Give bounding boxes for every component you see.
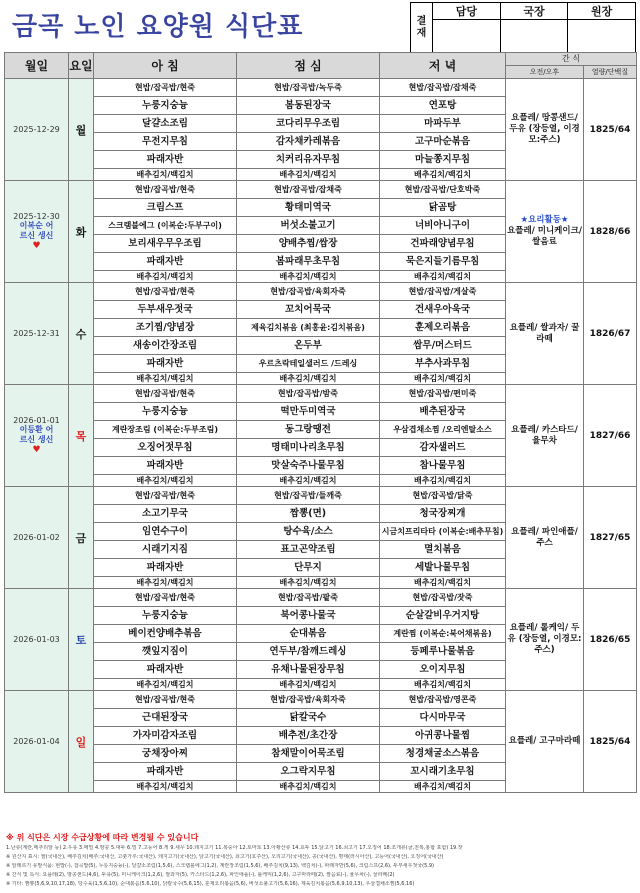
day-of-week: 화 <box>69 181 94 283</box>
lunch-item: 순대볶음 <box>237 625 380 643</box>
dinner-item: 묵은지들기름무침 <box>380 253 506 271</box>
allergen-line: ※ 원산지 표시: 쌀(국내산), 배추김치(배추:국내산, 고춧가루:국내산), 돼지고기(국내산), 닭고기(국내산), 쇠고기(호주산), 오리고기(국내산), 콩(국내산), 명태(러시아산), 고등어(국내산), 오징어(국내산) <box>6 854 444 860</box>
breakfast-item: 시래기지짐 <box>94 541 237 559</box>
lunch-item: 온두부 <box>237 337 380 355</box>
dinner-item: 세발나물무침 <box>380 559 506 577</box>
snack-text: 요플레/ 롤케익/ 두유 (장등열, 이경모:주스) <box>507 623 582 655</box>
calorie-protein: 1825/64 <box>584 691 637 793</box>
date-cell <box>5 385 69 487</box>
table-row <box>5 691 637 709</box>
breakfast-item: 두부새우젓국 <box>94 301 237 319</box>
dinner-item: 등페루나물볶음 <box>380 643 506 661</box>
date-cell <box>5 181 69 283</box>
dinner-item: 우삼겹채소찜 /오리엔탈소스 <box>380 421 506 439</box>
lunch-item: 오그락지무침 <box>237 763 380 781</box>
breakfast-item: 오징어젓무침 <box>94 439 237 457</box>
breakfast-item: 현밥/잡곡밥/현죽 <box>94 385 237 403</box>
dinner-item: 현밥/잡곡밥/편미죽 <box>380 385 506 403</box>
lunch-item: 배추김치/백김치 <box>237 577 380 589</box>
snack-text: 요플레/ 미니케이크/ 쌀음료 <box>507 226 582 247</box>
date-cell <box>5 487 69 589</box>
dinner-item: 쌈무/머스터드 <box>380 337 506 355</box>
table-row <box>5 283 637 301</box>
dinner-item: 오이지무침 <box>380 661 506 679</box>
lunch-item: 황태미역국 <box>237 199 380 217</box>
snack-cell <box>506 79 584 181</box>
date-text: 2026-01-01 <box>13 416 60 425</box>
breakfast-item: 배추김치/백김치 <box>94 475 237 487</box>
lunch-item: 북어콩나물국 <box>237 607 380 625</box>
lunch-item: 현밥/잡곡밥/육회자죽 <box>237 283 380 301</box>
breakfast-item: 현밥/잡곡밥/현죽 <box>94 487 237 505</box>
day-of-week: 목 <box>69 385 94 487</box>
date-cell <box>5 79 69 181</box>
approver-2-signature[interactable] <box>500 20 568 54</box>
dinner-item: 꼬시래기초무침 <box>380 763 506 781</box>
lunch-item: 연두부/참깨드레싱 <box>237 643 380 661</box>
breakfast-item: 파래자반 <box>94 457 237 475</box>
cooking-activity-note: ★요리활동★ <box>520 215 569 225</box>
dinner-item: 닭곰탕 <box>380 199 506 217</box>
birthday-note: 이복순 어르신 생신 <box>19 221 54 240</box>
breakfast-item: 파래자반 <box>94 559 237 577</box>
breakfast-item: 소고기무국 <box>94 505 237 523</box>
dinner-item: 건새우아욱국 <box>380 301 506 319</box>
lunch-item: 현밥/잡곡밥/녹두죽 <box>237 79 380 97</box>
snack-text: 요플레/ 고구마라떼 <box>508 736 581 746</box>
snack-cell <box>506 385 584 487</box>
snack-text: 요플레/ 땅콩샌드/ 두유 (장등열, 이경모:주스) <box>509 113 580 145</box>
snack-cell <box>506 589 584 691</box>
heart-icon: ♥ <box>32 241 41 251</box>
lunch-item: 배추김치/백김치 <box>237 475 380 487</box>
lunch-item: 배추김치/백김치 <box>237 271 380 283</box>
breakfast-item: 배추김치/백김치 <box>94 271 237 283</box>
snack-text: 요플레/ 쌀과자/ 꿀라떼 <box>509 322 580 344</box>
approver-3-signature[interactable] <box>568 20 636 54</box>
dinner-item: 계란찜 (이복순:북어채볶음) <box>380 625 506 643</box>
breakfast-item: 보리새우무우조림 <box>94 235 237 253</box>
date-text: 2025-12-31 <box>13 329 60 338</box>
approver-2-label: 국장 <box>500 3 568 20</box>
table-row <box>5 385 637 403</box>
dinner-item: 감자샐러드 <box>380 439 506 457</box>
dinner-item: 현밥/잡곡밥/잣죽 <box>380 589 506 607</box>
lunch-item: 배추김치/백김치 <box>237 169 380 181</box>
date-text: 2026-01-04 <box>13 737 60 746</box>
breakfast-item: 궁채장아찌 <box>94 745 237 763</box>
snack-cell <box>506 283 584 385</box>
breakfast-item: 파래자반 <box>94 355 237 373</box>
lunch-item: 양배추찜/쌈장 <box>237 235 380 253</box>
menu-table <box>4 52 637 793</box>
dinner-item: 배추김치/백김치 <box>380 475 506 487</box>
breakfast-item: 배추김치/백김치 <box>94 781 237 793</box>
day-of-week: 월 <box>69 79 94 181</box>
dinner-item: 현밥/잡곡밥/닭죽 <box>380 487 506 505</box>
breakfast-item: 파래자반 <box>94 253 237 271</box>
notice-text: ※ 위 식단은 시장 수급상황에 따라 변경될 수 있습니다 <box>6 833 199 842</box>
dinner-item: 배추김치/백김치 <box>380 373 506 385</box>
calorie-protein: 1828/66 <box>584 181 637 283</box>
table-row <box>5 589 637 607</box>
calorie-protein: 1827/66 <box>584 385 637 487</box>
col-kcal-header: 열량/단백질 <box>584 66 637 79</box>
lunch-item: 배추김치/백김치 <box>237 679 380 691</box>
dinner-item: 참나물무침 <box>380 457 506 475</box>
approver-1-label: 담당 <box>433 3 501 20</box>
lunch-item: 봄동된장국 <box>237 97 380 115</box>
dinner-item: 배추김치/백김치 <box>380 577 506 589</box>
date-text: 2026-01-03 <box>13 635 60 644</box>
breakfast-item: 스크램블에그 (이복순:두부구이) <box>94 217 237 235</box>
breakfast-item: 배추김치/백김치 <box>94 169 237 181</box>
approver-3-label: 원장 <box>568 3 636 20</box>
col-date-header: 월일 <box>5 53 69 79</box>
page-title: 금곡 노인 요양원 식단표 <box>12 12 304 42</box>
breakfast-item: 베이컨양배추볶음 <box>94 625 237 643</box>
lunch-item: 치커리유자무침 <box>237 151 380 169</box>
breakfast-item: 파래자반 <box>94 763 237 781</box>
lunch-item: 제육김치볶음 (최홍윤:김치볶음) <box>237 319 380 337</box>
breakfast-item: 근대된장국 <box>94 709 237 727</box>
birthday-note: 이등환 어르신 생신 <box>19 425 54 444</box>
breakfast-item: 조기찜/양념장 <box>94 319 237 337</box>
dinner-item: 현밥/잡곡밥/영콘죽 <box>380 691 506 709</box>
lunch-item: 짬뽕(면) <box>237 505 380 523</box>
lunch-item: 단무지 <box>237 559 380 577</box>
lunch-item: 코다리무우조림 <box>237 115 380 133</box>
breakfast-item: 가자미감자조림 <box>94 727 237 745</box>
day-of-week: 수 <box>69 283 94 385</box>
dinner-item: 배추김치/백김치 <box>380 679 506 691</box>
dinner-item: 현밥/잡곡밥/게살죽 <box>380 283 506 301</box>
table-row <box>5 79 637 97</box>
breakfast-item: 배추김치/백김치 <box>94 577 237 589</box>
dinner-item: 마파두부 <box>380 115 506 133</box>
calorie-protein: 1826/67 <box>584 283 637 385</box>
calorie-protein: 1825/64 <box>584 79 637 181</box>
breakfast-item: 누룽지숭늉 <box>94 607 237 625</box>
lunch-item: 탕수육/소스 <box>237 523 380 541</box>
dinner-item: 현밥/잡곡밥/잡채죽 <box>380 79 506 97</box>
dinner-item: 연포탕 <box>380 97 506 115</box>
breakfast-item: 계란장조림 (이복순:두부조림) <box>94 421 237 439</box>
dinner-item: 시금치프리타타 (이복순:배추무침) <box>380 523 506 541</box>
breakfast-item: 파래자반 <box>94 661 237 679</box>
lunch-item: 우르츠락테일샐러드 /드레싱 <box>237 355 380 373</box>
table-row <box>5 487 637 505</box>
date-cell <box>5 283 69 385</box>
dinner-item: 배추된장국 <box>380 403 506 421</box>
allergen-line: 1.난류(계란,메추리알 등) 2.우유 3.메밀 4.땅콩 5.대두 6.밀 7.고등어 8.게 9.새우 10.돼지고기 11.복숭아 12.토마토 13.아황산류 14.호두 15.닭고기 16.쇠고기 17.오징어 18.조개류(굴,전복,홍합 포함) 19.잣 <box>6 845 463 851</box>
breakfast-item: 배추김치/백김치 <box>94 679 237 691</box>
dinner-item: 배추김치/백김치 <box>380 169 506 181</box>
breakfast-item: 크림스프 <box>94 199 237 217</box>
col-dinner-header: 저 녁 <box>380 53 506 79</box>
date-cell <box>5 691 69 793</box>
lunch-item: 배추김치/백김치 <box>237 781 380 793</box>
breakfast-item: 배추김치/백김치 <box>94 373 237 385</box>
dinner-item: 훈제오리볶음 <box>380 319 506 337</box>
allergen-line: ※ 알레르기 유발식품: 현밥(-), 잡곡밥(5), 누룽지숭늉(-), 달걀소조림(1,5,6), 스크램블에그(1,2), 계란장조림(1,5,6), 배추김치(9,13), 백김치(-), 파래자반(5,6), 크림스프(2,6), 두부새우젓국(5,9) <box>6 863 434 869</box>
breakfast-item: 임연수구이 <box>94 523 237 541</box>
day-of-week: 일 <box>69 691 94 793</box>
breakfast-item: 현밥/잡곡밥/현죽 <box>94 691 237 709</box>
snack-cell <box>506 691 584 793</box>
lunch-item: 맛살숙주나물무침 <box>237 457 380 475</box>
dinner-item: 현밥/잡곡밥/단호박죽 <box>380 181 506 199</box>
breakfast-item: 누룽지숭늉 <box>94 403 237 421</box>
snack-cell <box>506 181 584 283</box>
allergen-line: ※ 간식 및 특식: 요플레(2), 땅콩샌드(4,6), 두유(5), 미니케이크(1,2,6), 쌀과자(5), 카스타드(1,2,6), 파인애플(-), 롤케익(1,2,6), 고구마라떼(2), 쌀음료(-), 율무차(-), 꿀라떼(2) <box>6 872 395 878</box>
breakfast-item: 파래자반 <box>94 151 237 169</box>
date-cell <box>5 589 69 691</box>
breakfast-item: 현밥/잡곡밥/현죽 <box>94 283 237 301</box>
lunch-item: 현밥/잡곡밥/육회자죽 <box>237 691 380 709</box>
dinner-item: 순살갈비우거지탕 <box>380 607 506 625</box>
lunch-item: 떡만두미역국 <box>237 403 380 421</box>
day-of-week: 토 <box>69 589 94 691</box>
dinner-item: 다시마무국 <box>380 709 506 727</box>
dinner-item: 건파래양념무침 <box>380 235 506 253</box>
lunch-item: 동그랑땡전 <box>237 421 380 439</box>
dinner-item: 고구마순볶음 <box>380 133 506 151</box>
lunch-item: 봄파래무초무침 <box>237 253 380 271</box>
table-row <box>5 181 637 199</box>
col-snack-sub-header: 오전/오후 <box>506 66 584 79</box>
calorie-protein: 1826/65 <box>584 589 637 691</box>
col-day-header: 요일 <box>69 53 94 79</box>
lunch-item: 현밥/잡곡밥/잡채죽 <box>237 181 380 199</box>
dinner-item: 청국장찌개 <box>380 505 506 523</box>
col-lunch-header: 점 심 <box>237 53 380 79</box>
dinner-item: 배추김치/백김치 <box>380 781 506 793</box>
lunch-item: 버섯소불고기 <box>237 217 380 235</box>
lunch-item: 유채나물된장무침 <box>237 661 380 679</box>
breakfast-item: 현밥/잡곡밥/현죽 <box>94 589 237 607</box>
dinner-item: 부추사과무침 <box>380 355 506 373</box>
approver-1-signature[interactable] <box>433 20 501 54</box>
dinner-item: 멸치볶음 <box>380 541 506 559</box>
lunch-item: 표고곤약조림 <box>237 541 380 559</box>
dinner-item: 청경채굴소스볶음 <box>380 745 506 763</box>
dinner-item: 배추김치/백김치 <box>380 271 506 283</box>
lunch-item: 감자채카레볶음 <box>237 133 380 151</box>
dinner-item: 너비아니구이 <box>380 217 506 235</box>
snack-text: 요플레/ 카스타드/ 율무차 <box>511 424 578 446</box>
lunch-item: 현밥/잡곡밥/들깨죽 <box>237 487 380 505</box>
lunch-item: 꼬치어묵국 <box>237 301 380 319</box>
date-text: 2025-12-29 <box>13 125 60 134</box>
breakfast-item: 누룽지숭늉 <box>94 97 237 115</box>
lunch-item: 참채말이어묵조림 <box>237 745 380 763</box>
dinner-item: 마늘쫑지무침 <box>380 151 506 169</box>
col-breakfast-header: 아 침 <box>94 53 237 79</box>
col-snack-header: 간 식 <box>506 53 637 66</box>
lunch-item: 배추전/초간장 <box>237 727 380 745</box>
breakfast-item: 달걀소조림 <box>94 115 237 133</box>
dinner-item: 아귀콩나물찜 <box>380 727 506 745</box>
breakfast-item: 현밥/잡곡밥/현죽 <box>94 79 237 97</box>
lunch-item: 명태미나리초무침 <box>237 439 380 457</box>
snack-cell <box>506 487 584 589</box>
breakfast-item: 무전지무침 <box>94 133 237 151</box>
breakfast-item: 현밥/잡곡밥/현죽 <box>94 181 237 199</box>
date-text: 2026-01-02 <box>13 533 60 542</box>
lunch-item: 현밥/잡곡밥/팥죽 <box>237 589 380 607</box>
breakfast-item: 새송이간장조림 <box>94 337 237 355</box>
menu-body <box>5 79 637 793</box>
lunch-item: 현밥/잡곡밥/밤죽 <box>237 385 380 403</box>
date-text: 2025-12-30 <box>13 212 60 221</box>
allergen-line: ※ 기타: 짬뽕(5,6,9,10,17,18), 탕수육(1,5,6,10), 순대볶음(5,6,10), 닭칼국수(5,6,15), 훈제오리볶음(5,6), 버섯소불고기(5,6,16), 제육김치볶음(5,6,9,10,13), 우삼겹채소찜(5,6,16) <box>6 881 415 887</box>
lunch-item: 닭칼국수 <box>237 709 380 727</box>
heart-icon: ♥ <box>32 445 41 455</box>
calorie-protein: 1827/65 <box>584 487 637 589</box>
day-of-week: 금 <box>69 487 94 589</box>
breakfast-item: 깻잎지짐이 <box>94 643 237 661</box>
snack-text: 요플레/ 파인애플/ 주스 <box>511 526 578 548</box>
approval-label: 결 재 <box>411 3 433 54</box>
lunch-item: 배추김치/백김치 <box>237 373 380 385</box>
approval-box <box>410 2 636 54</box>
